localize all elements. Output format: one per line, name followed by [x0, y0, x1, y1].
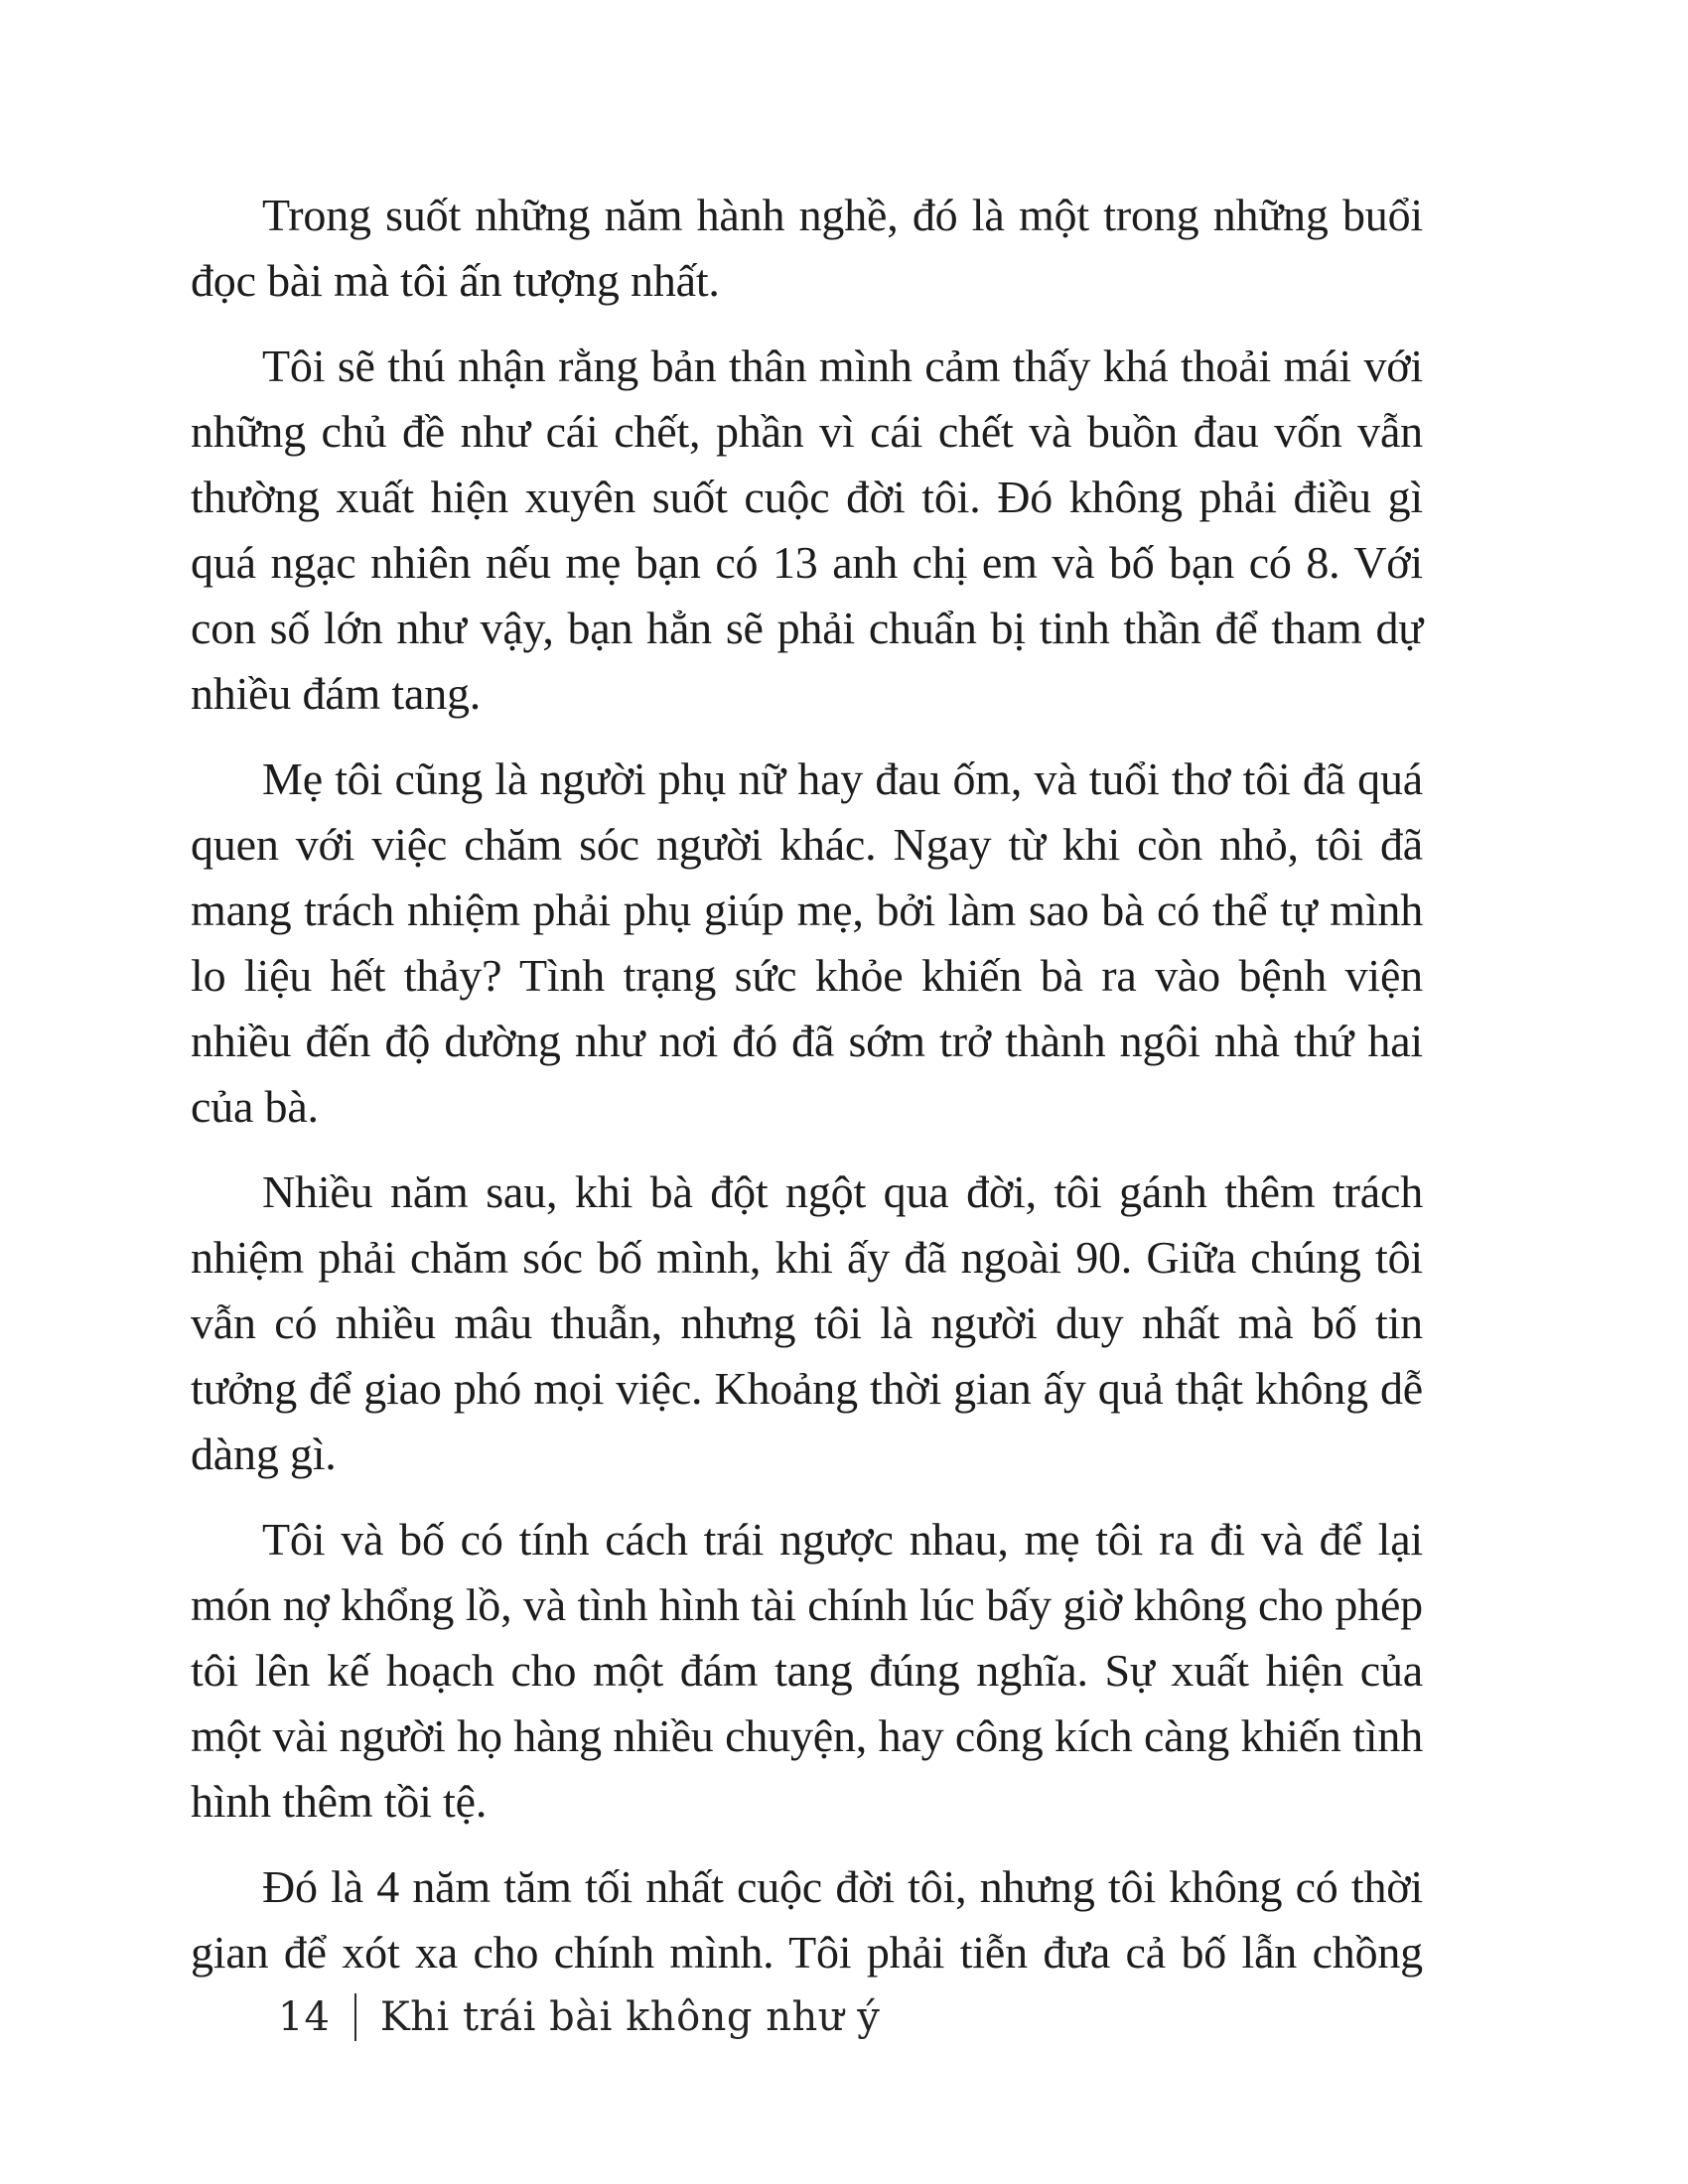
- page-footer: [191, 1993, 880, 2041]
- page-number: 14: [278, 1994, 331, 2040]
- body-text: [191, 183, 1423, 2005]
- footer-divider: [354, 1993, 356, 2041]
- body-paragraph: Trong suốt những năm hành nghề, đó là một trong những buổi đọc bài mà tôi ấn tượng nhất.: [191, 190, 1423, 306]
- running-title: Khi trái bài không như ý: [379, 1994, 881, 2040]
- body-paragraph: Tôi sẽ thú nhận rằng bản thân mình cảm thấy khá thoải mái với những chủ đề như cái chết, phần vì cái chết và buồn đau vốn vẫn thường xuất hiện xuyên suốt cuộc đời tôi. Đó không phải điều gì quá ngạc nhiên nếu mẹ bạn có 13 anh chị em và bố bạn có 8. Với con số lớn như vậy, bạn hẳn sẽ phải chuẩn bị tinh thần để tham dự nhiều đám tang.: [191, 341, 1423, 719]
- body-paragraph: Nhiều năm sau, khi bà đột ngột qua đời, tôi gánh thêm trách nhiệm phải chăm sóc bố mình, khi ấy đã ngoài 90. Giữa chúng tôi vẫn có nhiều mâu thuẫn, nhưng tôi là người duy nhất mà bố tin tưởng để giao phó mọi việc. Khoảng thời gian ấy quả thật không dễ dàng gì.: [191, 1166, 1423, 1479]
- body-paragraph: Tôi và bố có tính cách trái ngược nhau, mẹ tôi ra đi và để lại món nợ khổng lồ, và tình hình tài chính lúc bấy giờ không cho phép tôi lên kế hoạch cho một đám tang đúng nghĩa. Sự xuất hiện của một vài người họ hàng nhiều chuyện, hay công kích càng khiến tình hình thêm tồi tệ.: [191, 1514, 1423, 1827]
- body-paragraph: Đó là 4 năm tăm tối nhất cuộc đời tôi, nhưng tôi không có thời gian để xót xa cho chính mình. Tôi phải tiễn đưa cả bố lẫn chồng: [191, 1861, 1423, 1978]
- body-paragraph: Mẹ tôi cũng là người phụ nữ hay đau ốm, và tuổi thơ tôi đã quá quen với việc chăm sóc người khác. Ngay từ khi còn nhỏ, tôi đã mang trách nhiệm phải phụ giúp mẹ, bởi làm sao bà có thể tự mình lo liệu hết thảy? Tình trạng sức khỏe khiến bà ra vào bệnh viện nhiều đến độ dường như nơi đó đã sớm trở thành ngôi nhà thứ hai của bà.: [191, 753, 1423, 1132]
